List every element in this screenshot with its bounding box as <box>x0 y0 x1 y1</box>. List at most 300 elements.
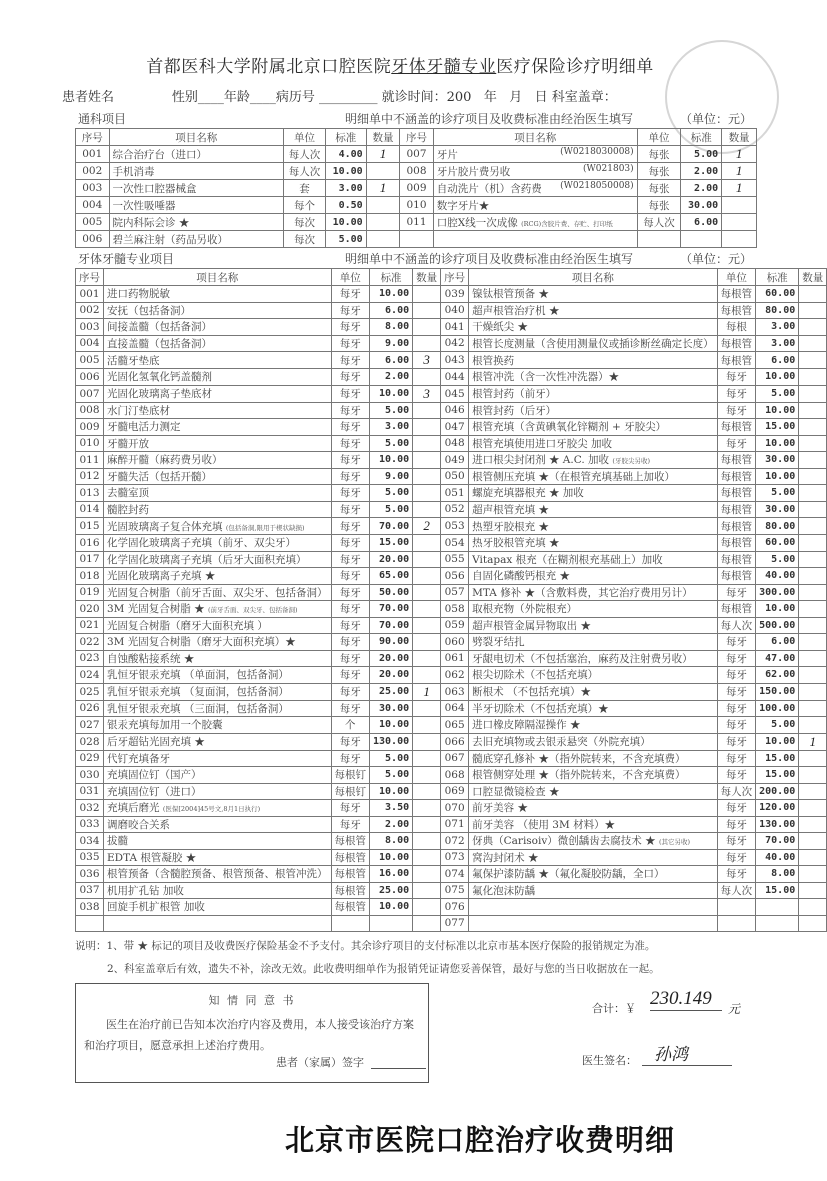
title-hospital: 首都医科大学附属北京口腔医院 <box>146 57 392 77</box>
item-name-cell <box>104 783 332 800</box>
table-row <box>76 402 827 419</box>
item-name-cell <box>104 535 332 552</box>
item-price: 47.00 <box>756 650 799 667</box>
item-price: 65.00 <box>370 568 413 585</box>
item-name: 调磨咬合关系 <box>107 818 170 831</box>
item-quantity[interactable] <box>799 319 827 336</box>
item-name: 碧兰麻注射（药品另收） <box>112 233 229 246</box>
item-quantity[interactable] <box>366 197 400 214</box>
item-unit: 每根管 <box>331 899 370 916</box>
item-quantity[interactable] <box>799 468 827 485</box>
item-quantity[interactable] <box>799 866 827 883</box>
item-quantity[interactable] <box>413 783 441 800</box>
item-name: 牙髓电活力测定 <box>107 421 181 434</box>
column-header: 序号 <box>76 269 104 286</box>
item-quantity[interactable] <box>413 650 441 667</box>
table-row <box>76 485 827 502</box>
item-name-cell <box>433 180 637 197</box>
item-quantity[interactable] <box>799 435 827 452</box>
item-name-cell <box>104 402 332 419</box>
item-quantity[interactable] <box>413 601 441 618</box>
item-name: 机用扩孔钻 加收 <box>107 884 184 897</box>
item-number: 002 <box>76 163 110 180</box>
item-unit: 每根管 <box>717 601 756 618</box>
item-price: 30.00 <box>756 501 799 518</box>
item-quantity[interactable] <box>799 800 827 817</box>
item-name: 光固化玻璃离子充填 ★ <box>107 570 216 583</box>
item-name: 半牙切除术（不包括充填）★ <box>472 702 609 715</box>
item-name-cell <box>104 435 332 452</box>
item-quantity[interactable] <box>413 767 441 784</box>
table-row <box>76 286 827 303</box>
item-number: 036 <box>76 866 104 883</box>
patient-signature-label: 患者（家属）签字 <box>276 1056 364 1069</box>
item-quantity[interactable]: 2 <box>413 518 441 535</box>
item-number: 051 <box>441 485 469 502</box>
item-name: 根尖切除术（不包括充填） <box>472 669 599 682</box>
item-quantity[interactable] <box>366 163 400 180</box>
item-unit: 每牙 <box>717 866 756 883</box>
item-quantity[interactable] <box>413 717 441 734</box>
item-quantity[interactable] <box>799 915 827 932</box>
item-price: 8.00 <box>370 319 413 336</box>
item-quantity[interactable] <box>413 634 441 651</box>
item-number: 006 <box>76 231 110 248</box>
item-price: 16.00 <box>370 866 413 883</box>
item-name: 进口根尖封闭剂 ★ A.C. 加收 <box>472 454 610 467</box>
item-price: 70.00 <box>370 617 413 634</box>
item-quantity[interactable] <box>799 335 827 352</box>
item-quantity[interactable] <box>413 501 441 518</box>
item-name: EDTA 根管凝胶 ★ <box>107 851 197 864</box>
item-note: (RCG)含胶片费、存贮、打印纸 <box>521 219 613 228</box>
item-quantity[interactable] <box>799 601 827 618</box>
item-price: 3.50 <box>370 800 413 817</box>
item-price: 60.00 <box>756 286 799 303</box>
item-price: 5.00 <box>370 435 413 452</box>
item-unit: 每根管 <box>717 452 756 469</box>
item-quantity[interactable] <box>413 899 441 916</box>
item-quantity[interactable] <box>413 584 441 601</box>
item-number: 063 <box>441 683 469 700</box>
item-quantity[interactable]: 1 <box>413 683 441 700</box>
table-row <box>76 866 827 883</box>
item-quantity[interactable] <box>413 882 441 899</box>
item-number: 069 <box>441 783 469 800</box>
item-name: 超声根管治疗机 ★ <box>472 304 560 317</box>
item-price: 0.50 <box>325 197 366 214</box>
item-quantity[interactable] <box>799 352 827 369</box>
item-quantity[interactable] <box>413 816 441 833</box>
item-quantity[interactable] <box>799 568 827 585</box>
item-quantity[interactable] <box>799 667 827 684</box>
item-quantity[interactable] <box>413 800 441 817</box>
item-quantity[interactable] <box>799 634 827 651</box>
item-name: 麻醉开髓（麻药费另收） <box>107 454 223 467</box>
item-number: 040 <box>441 302 469 319</box>
item-unit: 每牙 <box>331 617 370 634</box>
item-note: (包括备洞,限用于楔状缺损) <box>225 523 305 532</box>
item-quantity[interactable] <box>799 816 827 833</box>
item-price: 15.00 <box>756 750 799 767</box>
column-header: 单位 <box>284 129 326 146</box>
item-quantity[interactable] <box>413 485 441 502</box>
item-unit: 每牙 <box>331 402 370 419</box>
title-specialty: 牙体牙髓专业 <box>391 57 497 77</box>
item-quantity[interactable] <box>799 485 827 502</box>
item-number: 009 <box>76 419 104 436</box>
item-quantity[interactable] <box>799 717 827 734</box>
item-quantity[interactable] <box>799 767 827 784</box>
item-unit: 每牙 <box>331 551 370 568</box>
item-name: 3M 光固复合树脂 ★ <box>107 603 205 616</box>
item-price: 40.00 <box>756 849 799 866</box>
item-unit: 每次 <box>284 231 326 248</box>
item-quantity[interactable] <box>413 915 441 932</box>
item-price: 6.00 <box>370 302 413 319</box>
item-quantity[interactable]: 1 <box>722 146 757 163</box>
item-number <box>400 231 434 248</box>
item-quantity[interactable] <box>413 667 441 684</box>
item-price: 8.00 <box>756 866 799 883</box>
item-quantity[interactable] <box>413 369 441 386</box>
item-number: 071 <box>441 816 469 833</box>
item-name-cell <box>469 551 718 568</box>
item-number: 041 <box>441 319 469 336</box>
item-name-cell <box>469 683 718 700</box>
table-row <box>76 231 757 248</box>
item-name: 乳恒牙银汞充填 （三面洞，包括备洞） <box>107 702 289 715</box>
item-name-cell <box>104 352 332 369</box>
item-quantity[interactable] <box>799 833 827 850</box>
item-price: 10.00 <box>756 402 799 419</box>
item-price: 15.00 <box>756 882 799 899</box>
item-quantity[interactable] <box>413 286 441 303</box>
item-unit: 每根管 <box>717 535 756 552</box>
item-unit: 每人次 <box>717 783 756 800</box>
item-quantity[interactable] <box>413 419 441 436</box>
item-number: 064 <box>441 700 469 717</box>
item-quantity[interactable] <box>413 468 441 485</box>
item-name-cell <box>433 214 637 231</box>
item-price: 50.00 <box>370 584 413 601</box>
item-unit: 每牙 <box>717 385 756 402</box>
item-number: 065 <box>441 717 469 734</box>
item-number: 044 <box>441 369 469 386</box>
item-unit: 每牙 <box>331 468 370 485</box>
item-unit: 每人次 <box>637 214 681 231</box>
table-row <box>76 899 827 916</box>
item-unit: 每牙 <box>717 683 756 700</box>
table-row <box>76 385 827 402</box>
item-price: 6.00 <box>681 214 722 231</box>
table-row <box>76 617 827 634</box>
item-quantity[interactable] <box>413 833 441 850</box>
item-name-cell <box>104 568 332 585</box>
item-name: 窝沟封闭术 ★ <box>472 851 539 864</box>
item-unit: 每牙 <box>331 816 370 833</box>
item-price: 5.00 <box>325 231 366 248</box>
item-number: 023 <box>76 650 104 667</box>
item-quantity[interactable] <box>799 899 827 916</box>
item-quantity[interactable] <box>722 197 757 214</box>
item-quantity[interactable] <box>413 551 441 568</box>
item-quantity[interactable] <box>799 501 827 518</box>
item-quantity[interactable]: 3 <box>413 385 441 402</box>
item-quantity[interactable] <box>799 584 827 601</box>
item-name: 根管长度测量（含使用测量仪或插诊断丝确定长度） <box>472 337 714 350</box>
item-price: 62.00 <box>756 667 799 684</box>
consent-body: 医生在治疗前已告知本次治疗内容及费用，本人接受该治疗方案和治疗项目，愿意承担上述治疗费用。 <box>84 1018 414 1052</box>
item-name-cell <box>104 849 332 866</box>
item-unit: 每根管 <box>717 302 756 319</box>
item-unit: 每牙 <box>331 650 370 667</box>
item-quantity[interactable] <box>799 402 827 419</box>
item-quantity[interactable] <box>413 435 441 452</box>
column-header: 数量 <box>799 269 827 286</box>
item-unit: 每人次 <box>284 146 326 163</box>
item-note: (其它另收) <box>658 838 691 847</box>
endodontic-items-table <box>75 268 827 932</box>
item-quantity[interactable] <box>799 683 827 700</box>
item-price: 10.00 <box>756 733 799 750</box>
item-price: 10.00 <box>756 601 799 618</box>
item-name-cell <box>104 452 332 469</box>
item-name-cell <box>104 485 332 502</box>
table-row <box>76 634 827 651</box>
item-name: 充填固位钉（进口） <box>107 785 202 798</box>
item-name: 去旧充填物或去银汞悬突（外院充填） <box>472 736 651 748</box>
item-name: 光固化玻璃离子垫底材 <box>107 388 212 400</box>
item-quantity[interactable] <box>799 551 827 568</box>
item-unit: 每牙 <box>331 683 370 700</box>
item-quantity[interactable] <box>413 452 441 469</box>
item-unit: 每牙 <box>331 634 370 651</box>
item-quantity[interactable]: 3 <box>413 352 441 369</box>
item-quantity[interactable]: 1 <box>799 733 827 750</box>
item-quantity[interactable] <box>799 650 827 667</box>
item-quantity[interactable] <box>413 849 441 866</box>
item-unit: 每牙 <box>331 584 370 601</box>
item-price: 5.00 <box>756 485 799 502</box>
item-price: 10.00 <box>325 163 366 180</box>
item-quantity[interactable] <box>799 535 827 552</box>
item-price: 4.00 <box>325 146 366 163</box>
item-quantity[interactable] <box>722 231 757 248</box>
item-price: 15.00 <box>370 535 413 552</box>
item-unit: 每牙 <box>717 833 756 850</box>
item-name: 伢典（Carisoiv）微创龋齿去腐技术 ★ <box>472 835 656 848</box>
item-unit: 每张 <box>637 146 681 163</box>
item-name-cell <box>469 750 718 767</box>
item-quantity[interactable] <box>413 302 441 319</box>
column-header: 数量 <box>413 269 441 286</box>
item-name: 综合治疗台（进口） <box>112 148 208 161</box>
item-price: 5.00 <box>756 385 799 402</box>
table-row <box>76 302 827 319</box>
item-quantity[interactable]: 1 <box>366 180 400 197</box>
item-name: 光固复合树脂（磨牙大面积充填 ） <box>107 619 268 632</box>
item-quantity[interactable] <box>799 617 827 634</box>
item-number: 031 <box>76 783 104 800</box>
column-header: 单位 <box>717 269 756 286</box>
item-name: 回旋手机扩根管 加收 <box>107 901 205 914</box>
item-number: 050 <box>441 468 469 485</box>
item-quantity[interactable] <box>366 231 400 248</box>
column-header: 单位 <box>637 129 681 146</box>
item-unit: 每张 <box>637 197 681 214</box>
item-quantity[interactable] <box>799 369 827 386</box>
item-price: 5.00 <box>756 717 799 734</box>
item-name-cell <box>104 650 332 667</box>
item-name-cell <box>104 468 332 485</box>
item-name-cell <box>469 733 718 750</box>
item-unit: 每牙 <box>331 518 370 535</box>
item-price: 10.00 <box>756 369 799 386</box>
item-unit: 每根管 <box>331 849 370 866</box>
item-price: 10.00 <box>370 717 413 734</box>
item-quantity[interactable] <box>413 335 441 352</box>
item-price: 3.00 <box>756 335 799 352</box>
item-number: 072 <box>441 833 469 850</box>
item-quantity[interactable] <box>799 882 827 899</box>
item-name: 根管预备（含髓腔预备、根管预备、根管冲洗） <box>107 868 328 881</box>
item-unit: 每根管 <box>331 882 370 899</box>
item-name-cell <box>104 750 332 767</box>
item-quantity[interactable] <box>413 617 441 634</box>
item-name: 光固复合树脂（前牙舌面、双尖牙、包括备洞） <box>107 586 328 599</box>
column-header: 项目名称 <box>109 129 284 146</box>
item-quantity[interactable]: 1 <box>722 180 757 197</box>
item-price: 20.00 <box>370 650 413 667</box>
item-number: 057 <box>441 584 469 601</box>
item-quantity[interactable]: 1 <box>366 146 400 163</box>
item-quantity[interactable] <box>413 733 441 750</box>
item-number: 010 <box>76 435 104 452</box>
table-row <box>76 468 827 485</box>
item-unit: 每根管 <box>717 286 756 303</box>
table-row <box>76 816 827 833</box>
item-name: 银汞充填每加用一个胶囊 <box>107 719 223 732</box>
item-number: 015 <box>76 518 104 535</box>
item-unit: 每次 <box>284 214 326 231</box>
item-unit: 每牙 <box>331 501 370 518</box>
item-price: 8.00 <box>370 833 413 850</box>
item-name-cell <box>469 866 718 883</box>
item-name-cell <box>104 683 332 700</box>
item-number: 043 <box>441 352 469 369</box>
item-number: 007 <box>400 146 434 163</box>
item-name: 根管冲洗（含一次性冲洗器）★ <box>472 371 620 384</box>
item-name-cell <box>469 767 718 784</box>
item-quantity[interactable] <box>799 385 827 402</box>
caption: 北京市医院口腔治疗收费明细 <box>285 1123 676 1157</box>
item-name: 院内科际会诊 ★ <box>112 216 190 229</box>
item-unit: 每根管 <box>717 568 756 585</box>
item-unit: 每牙 <box>331 485 370 502</box>
item-quantity[interactable] <box>413 700 441 717</box>
item-quantity[interactable] <box>413 319 441 336</box>
item-name-cell <box>433 146 637 163</box>
table-row <box>76 214 757 231</box>
item-name: 髓底穿孔修补 ★（指外院转来，不含充填费） <box>472 752 686 765</box>
item-quantity[interactable] <box>413 568 441 585</box>
item-number: 019 <box>76 584 104 601</box>
item-unit: 每牙 <box>717 816 756 833</box>
item-quantity[interactable] <box>413 750 441 767</box>
item-unit: 每牙 <box>717 584 756 601</box>
item-quantity[interactable] <box>799 286 827 303</box>
item-quantity[interactable] <box>799 750 827 767</box>
item-quantity[interactable] <box>799 419 827 436</box>
item-price: 80.00 <box>756 302 799 319</box>
item-name-cell <box>104 601 332 618</box>
item-quantity[interactable] <box>799 783 827 800</box>
item-name: 去髓室顶 <box>107 487 149 500</box>
item-quantity[interactable] <box>799 700 827 717</box>
table-row <box>76 667 827 684</box>
item-number: 020 <box>76 601 104 618</box>
table-row <box>76 568 827 585</box>
item-price: 500.00 <box>756 617 799 634</box>
table-row <box>76 584 827 601</box>
item-unit: 每牙 <box>717 402 756 419</box>
item-code: (W0218030008) <box>560 146 634 157</box>
item-unit: 每根 <box>717 319 756 336</box>
patient-signature-line[interactable] <box>371 1068 426 1069</box>
column-header: 标准 <box>370 269 413 286</box>
table-row <box>76 551 827 568</box>
item-name-cell <box>469 816 718 833</box>
item-name-cell <box>104 667 332 684</box>
item-unit: 每牙 <box>717 849 756 866</box>
item-number: 034 <box>76 833 104 850</box>
item-number: 038 <box>76 899 104 916</box>
item-name-cell <box>104 385 332 402</box>
item-quantity[interactable] <box>722 214 757 231</box>
item-name-cell <box>469 302 718 319</box>
item-number: 032 <box>76 800 104 817</box>
item-name: 后牙超钻光固充填 ★ <box>107 736 205 748</box>
item-quantity[interactable] <box>366 214 400 231</box>
table-row <box>76 717 827 734</box>
item-name: 进口橡皮障隔湿操作 ★ <box>472 719 581 732</box>
item-quantity[interactable]: 1 <box>722 163 757 180</box>
section2-note: 明细单中不涵盖的诊疗项目及收费标准由经治医生填写 <box>345 252 634 266</box>
item-unit: 每牙 <box>331 667 370 684</box>
item-name-cell <box>469 634 718 651</box>
item-price: 2.00 <box>681 180 722 197</box>
consent-title: 知 情 同 意 书 <box>208 994 296 1007</box>
item-unit: 每根管 <box>717 518 756 535</box>
item-quantity[interactable] <box>799 849 827 866</box>
item-note: (医保[2004]45号文,8月1日执行) <box>162 805 261 814</box>
item-number <box>76 915 104 932</box>
item-quantity[interactable] <box>799 452 827 469</box>
column-header: 项目名称 <box>104 269 332 286</box>
item-price: 80.00 <box>756 518 799 535</box>
item-unit: 每根管 <box>717 352 756 369</box>
item-name-cell <box>104 717 332 734</box>
item-price: 70.00 <box>370 518 413 535</box>
item-price: 10.00 <box>370 849 413 866</box>
item-quantity[interactable] <box>413 866 441 883</box>
item-number: 001 <box>76 286 104 303</box>
item-quantity[interactable] <box>799 302 827 319</box>
item-quantity[interactable] <box>799 518 827 535</box>
item-quantity[interactable] <box>413 402 441 419</box>
item-quantity[interactable] <box>413 535 441 552</box>
